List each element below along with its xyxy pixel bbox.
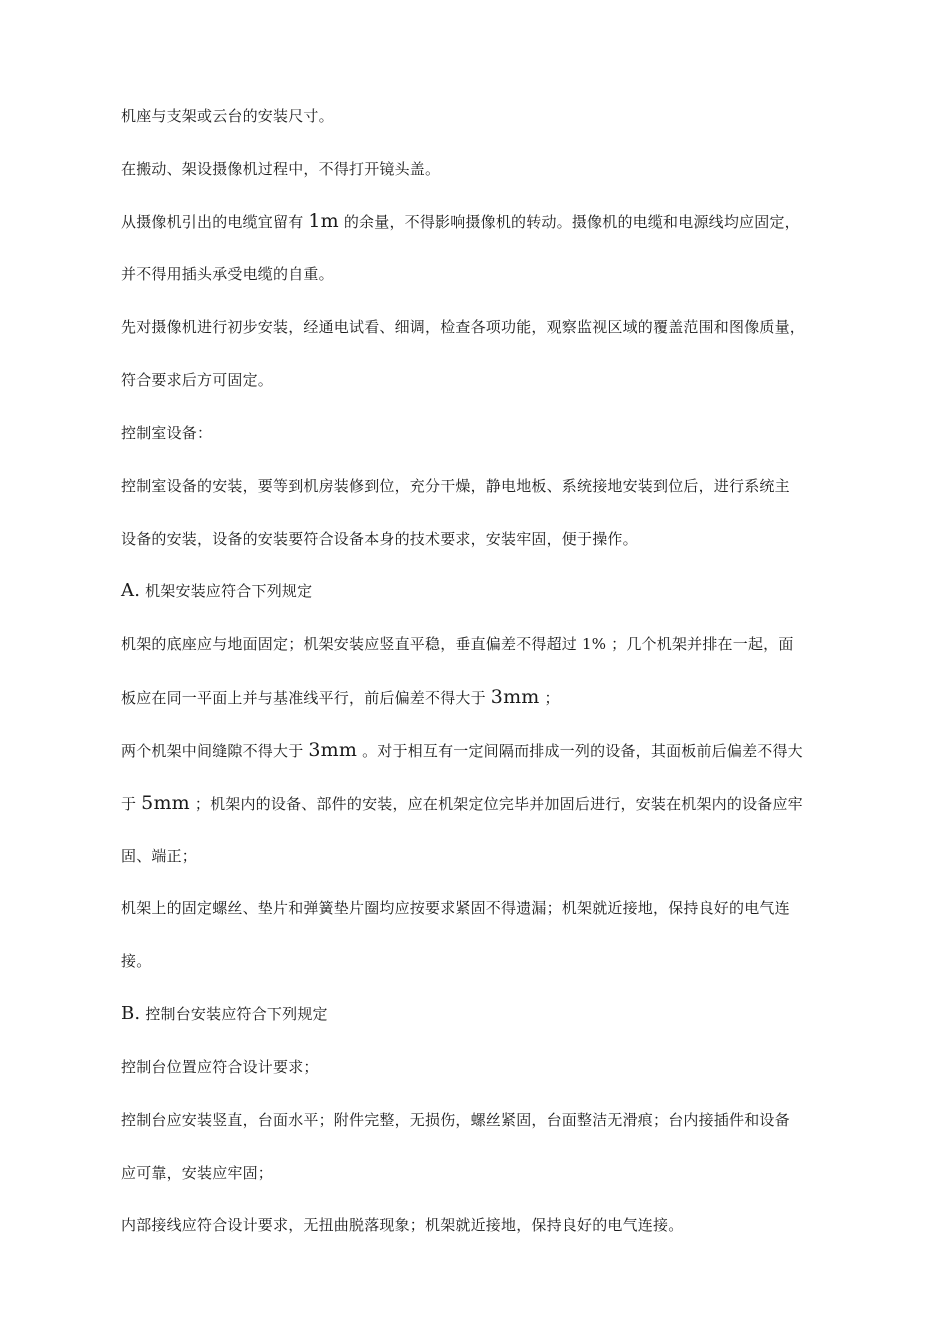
measurement-value: 3mm bbox=[490, 686, 540, 708]
text-line bbox=[121, 1215, 833, 1235]
line-text: 的余量，不得影响摄像机的转动。摄像机的电缆和电源线均应固定， bbox=[343, 213, 800, 231]
line-text: 两个机架中间缝隙不得大于 bbox=[121, 742, 304, 760]
line-text: 控制室设备： bbox=[121, 424, 213, 442]
line-text: 并不得用插头承受电缆的自重。 bbox=[121, 265, 334, 283]
text-line bbox=[121, 264, 833, 284]
heading-marker: B. bbox=[121, 1003, 141, 1024]
text-line bbox=[121, 370, 833, 390]
text-line bbox=[121, 687, 833, 708]
heading-marker: A. bbox=[121, 580, 141, 601]
text-line bbox=[121, 1057, 833, 1077]
line-text: 。对于相互有一定间隔而排成一列的设备，其面板前后偏差不得大 bbox=[362, 742, 803, 760]
line-text: 符合要求后方可固定。 bbox=[121, 371, 274, 389]
text-line bbox=[121, 529, 833, 549]
line-text: 控制台位置应符合设计要求； bbox=[121, 1058, 319, 1076]
text-line bbox=[121, 793, 833, 814]
heading-text: 控制台安装应符合下列规定 bbox=[145, 1005, 328, 1023]
text-line bbox=[121, 106, 833, 126]
measurement-value: 3mm bbox=[308, 739, 358, 761]
section-label bbox=[121, 423, 833, 443]
line-text: 于 bbox=[121, 795, 137, 813]
line-text: 设备的安装，设备的安装要符合设备本身的技术要求，安装牢固，便于操作。 bbox=[121, 530, 638, 548]
text-line bbox=[121, 1110, 833, 1130]
text-line bbox=[121, 951, 833, 971]
line-text: 控制台应安装竖直，台面水平；附件完整，无损伤，螺丝紧固，台面整洁无滑痕；台内接插件和设备 bbox=[121, 1111, 790, 1129]
text-line bbox=[121, 740, 833, 761]
heading-text: 机架安装应符合下列规定 bbox=[145, 582, 313, 600]
line-text: 机架的底座应与地面固定；机架安装应竖直平稳，垂直偏差不得超过 bbox=[121, 635, 578, 653]
line-text: 先对摄像机进行初步安装，经通电试看、细调，检查各项功能，观察监视区域的覆盖范围和图像质量， bbox=[121, 318, 806, 336]
line-text: 接。 bbox=[121, 952, 152, 970]
text-line bbox=[121, 476, 833, 496]
section-heading-a bbox=[121, 581, 833, 601]
text-line bbox=[121, 846, 833, 866]
text-line bbox=[121, 211, 833, 232]
text-line bbox=[121, 898, 833, 918]
line-text: 应可靠，安装应牢固； bbox=[121, 1164, 274, 1182]
measurement-value: 1% bbox=[581, 635, 607, 653]
section-heading-b bbox=[121, 1004, 833, 1024]
line-text: ；几个机架并排在一起，面 bbox=[611, 635, 794, 653]
measurement-value: 1m bbox=[308, 210, 339, 232]
line-text: 机架上的固定螺丝、垫片和弹簧垫片圈均应按要求紧固不得遗漏；机架就近接地，保持良好的电气连 bbox=[121, 899, 790, 917]
text-line bbox=[121, 159, 833, 179]
text-line bbox=[121, 1163, 833, 1183]
line-text: ；机架内的设备、部件的安装，应在机架定位完毕并加固后进行，安装在机架内的设备应牢 bbox=[194, 795, 803, 813]
line-text: 固、端正； bbox=[121, 847, 198, 865]
line-text: 在搬动、架设摄像机过程中，不得打开镜头盖。 bbox=[121, 160, 441, 178]
line-text: 机座与支架或云台的安装尺寸。 bbox=[121, 107, 334, 125]
line-text: 控制室设备的安装，要等到机房装修到位，充分干燥，静电地板、系统接地安装到位后，进行系统主 bbox=[121, 477, 790, 495]
line-text: 内部接线应符合设计要求，无扭曲脱落现象；机架就近接地，保持良好的电气连接。 bbox=[121, 1216, 684, 1234]
line-text: 板应在同一平面上并与基准线平行，前后偏差不得大于 bbox=[121, 689, 486, 707]
line-text: ； bbox=[544, 689, 560, 707]
line-text: 从摄像机引出的电缆宜留有 bbox=[121, 213, 304, 231]
text-line bbox=[121, 634, 833, 654]
measurement-value: 5mm bbox=[141, 792, 190, 814]
text-line bbox=[121, 317, 833, 337]
